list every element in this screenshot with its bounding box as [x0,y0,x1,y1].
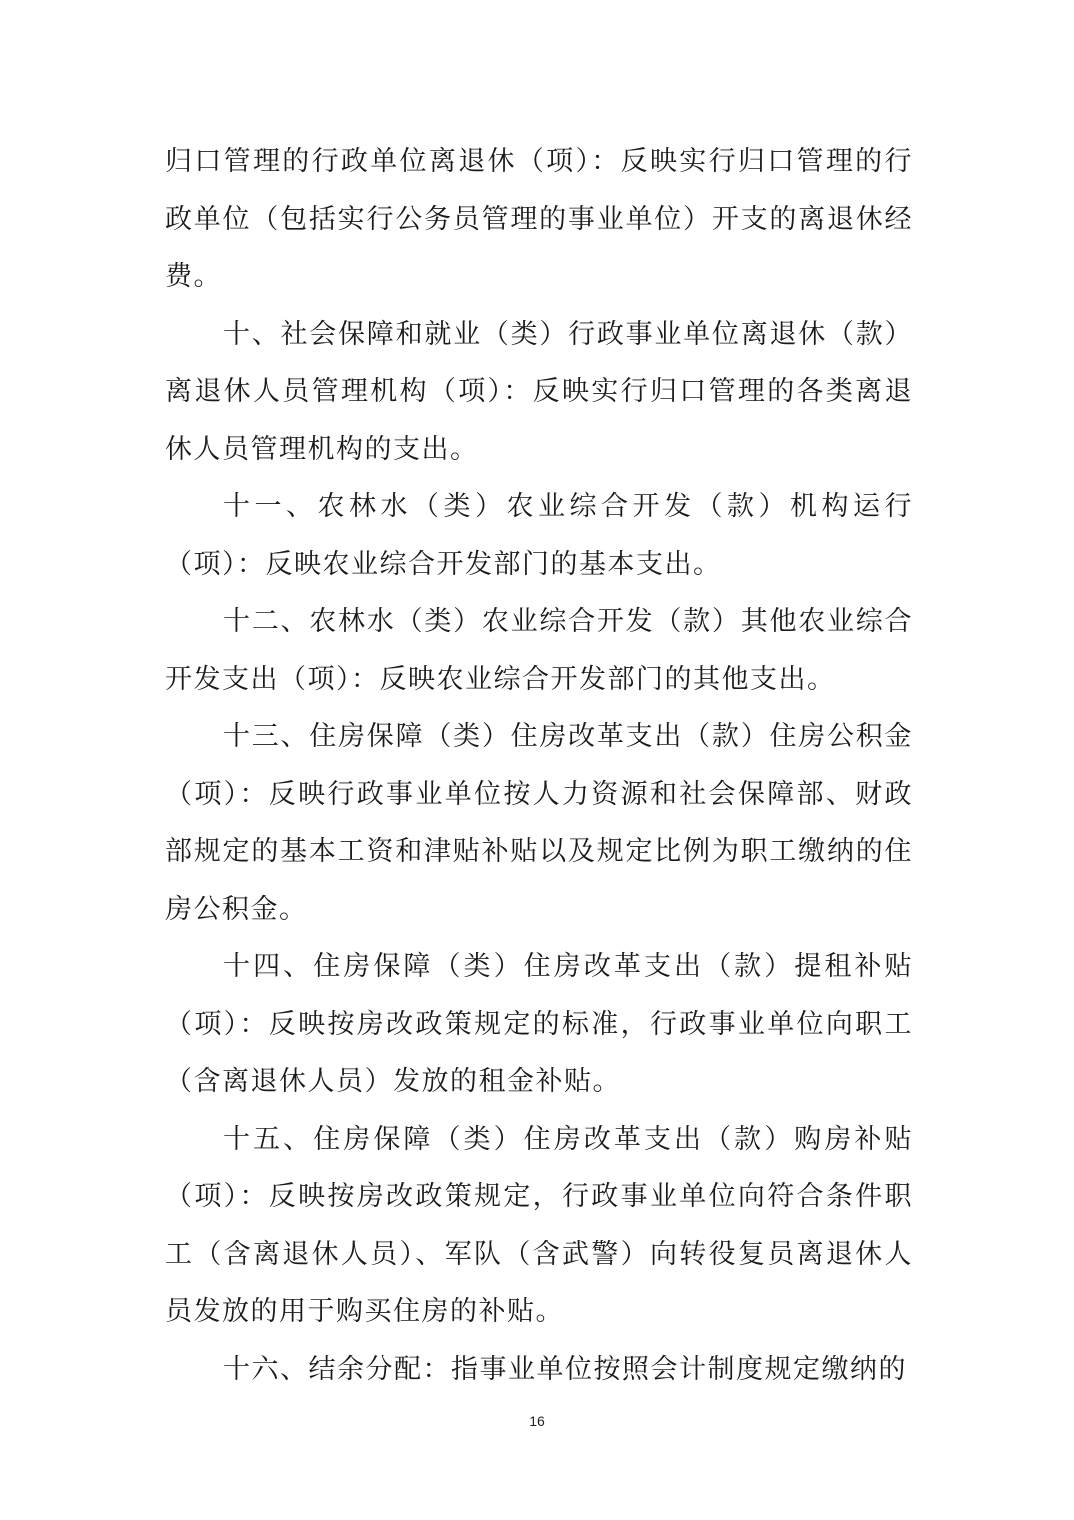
paragraph-item-10: 十、社会保障和就业（类）行政事业单位离退休（款）离退休人员管理机构（项）：反映实行归口管理的各类离退休人员管理机构的支出。 [165,318,913,465]
paragraph-item-13: 十三、住房保障（类）住房改革支出（款）住房公积金（项）：反映行政事业单位按人力资源和社会保障部、财政部规定的基本工资和津贴补贴以及规定比例为职工缴纳的住房公积金。 [165,721,913,925]
paragraph-retirement-admin: 归口管理的行政单位离退休（项）：反映实行归口管理的行政单位（包括实行公务员管理的事业单位）开支的离退休经费。 [165,146,913,292]
body-text [165,133,913,1398]
paragraph-item-14: 十四、住房保障（类）住房改革支出（款）提租补贴（项）：反映按房改政策规定的标准，行政事业单位向职工（含离退休人员）发放的租金补贴。 [165,951,913,1097]
page-number: 16 [529,1413,545,1429]
paragraph-item-15: 十五、住房保障（类）住房改革支出（款）购房补贴（项）：反映按房改政策规定，行政事业单位向符合条件职工（含离退休人员）、军队（含武警）向转役复员离退休人员发放的用于购买住房的补贴。 [165,1123,913,1327]
paragraph-item-12: 十二、农林水（类）农业综合开发（款）其他农业综合开发支出（项）：反映农业综合开发部门的其他支出。 [165,606,913,695]
paragraph-item-11: 十一、农林水（类）农业综合开发（款）机构运行（项）：反映农业综合开发部门的基本支出。 [165,491,913,580]
paragraph-item-16: 十六、结余分配：指事业单位按照会计制度规定缴纳的 [223,1353,907,1385]
